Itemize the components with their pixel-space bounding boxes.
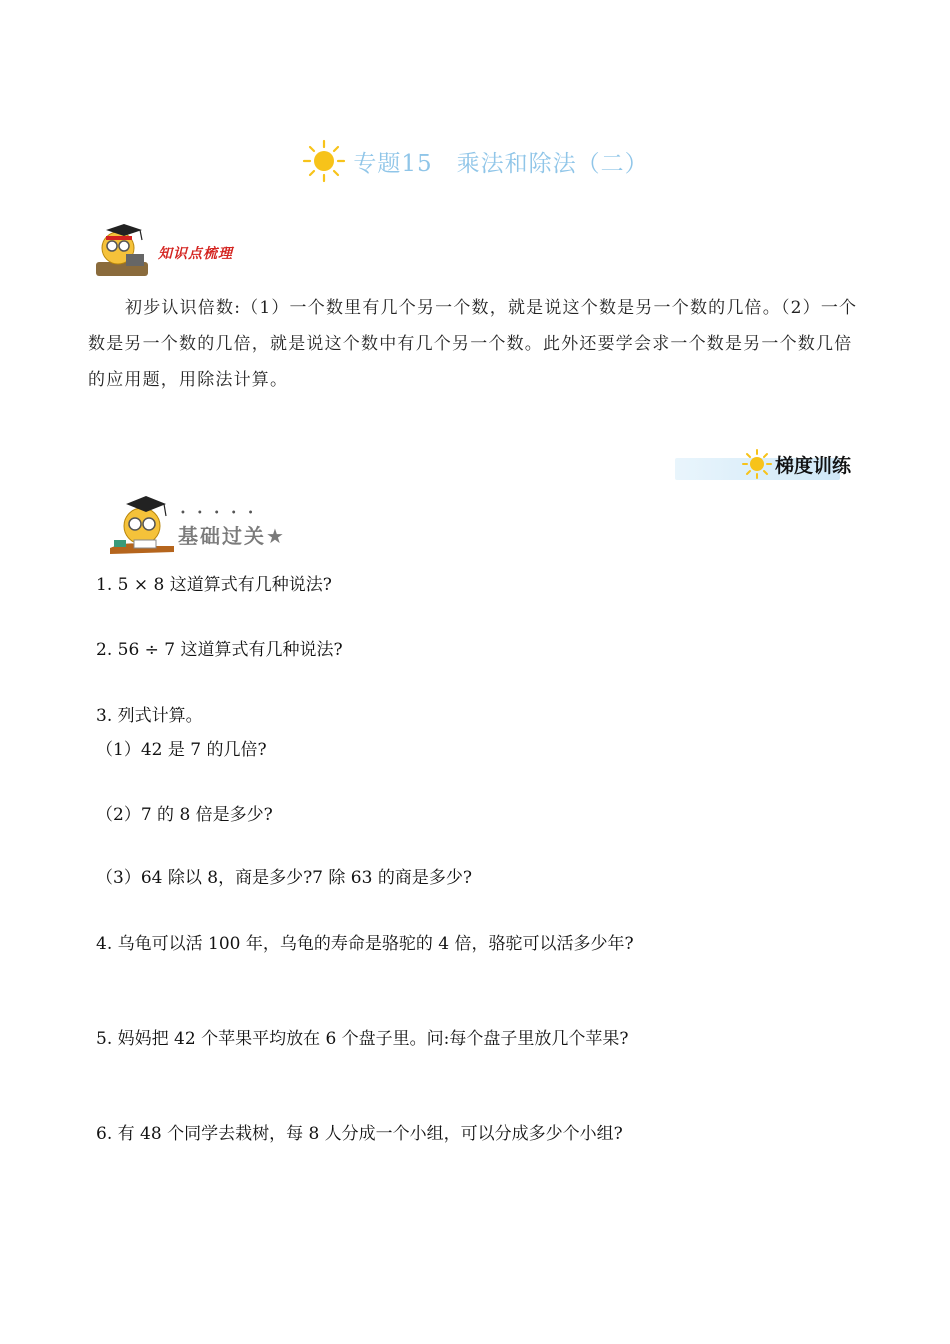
page-title: 专题15 乘法和除法（二）	[353, 150, 649, 177]
decorative-dots: •••••	[180, 508, 265, 519]
basics-label: 基础过关★	[178, 524, 286, 548]
title-row	[0, 138, 950, 184]
training-label: 梯度训练	[775, 455, 852, 477]
question-4: 4. 乌龟可以活 100 年，乌龟的寿命是骆驼的 4 倍，骆驼可以活多少年?	[96, 934, 634, 954]
sun-icon	[301, 138, 347, 184]
question-3-3: （3）64 除以 8，商是多少?7 除 63 的商是多少?	[96, 868, 472, 888]
question-1: 1. 5 × 8 这道算式有几种说法?	[96, 575, 332, 595]
question-3-1: （1）42 是 7 的几倍?	[96, 740, 267, 760]
mascot-reading-icon	[108, 490, 180, 560]
knowledge-label: 知识点梳理	[158, 246, 233, 262]
question-5: 5. 妈妈把 42 个苹果平均放在 6 个盘子里。问:每个盘子里放几个苹果?	[96, 1029, 629, 1049]
question-3-2: （2）7 的 8 倍是多少?	[96, 805, 273, 825]
question-2: 2. 56 ÷ 7 这道算式有几种说法?	[96, 640, 343, 660]
mascot-doctor-icon	[92, 218, 154, 280]
sun-icon	[741, 448, 773, 480]
question-6: 6. 有 48 个同学去栽树，每 8 人分成一个小组，可以分成多少个小组?	[96, 1124, 623, 1144]
knowledge-paragraph: 初步认识倍数:（1）一个数里有几个另一个数，就是说这个数是另一个数的几倍。（2）一个数是另一个数的几倍，就是说这个数中有几个另一个数。此外还要学会求一个数是另一个数几倍的应用题，用除法计算。	[88, 298, 858, 390]
question-3: 3. 列式计算。	[96, 706, 203, 726]
